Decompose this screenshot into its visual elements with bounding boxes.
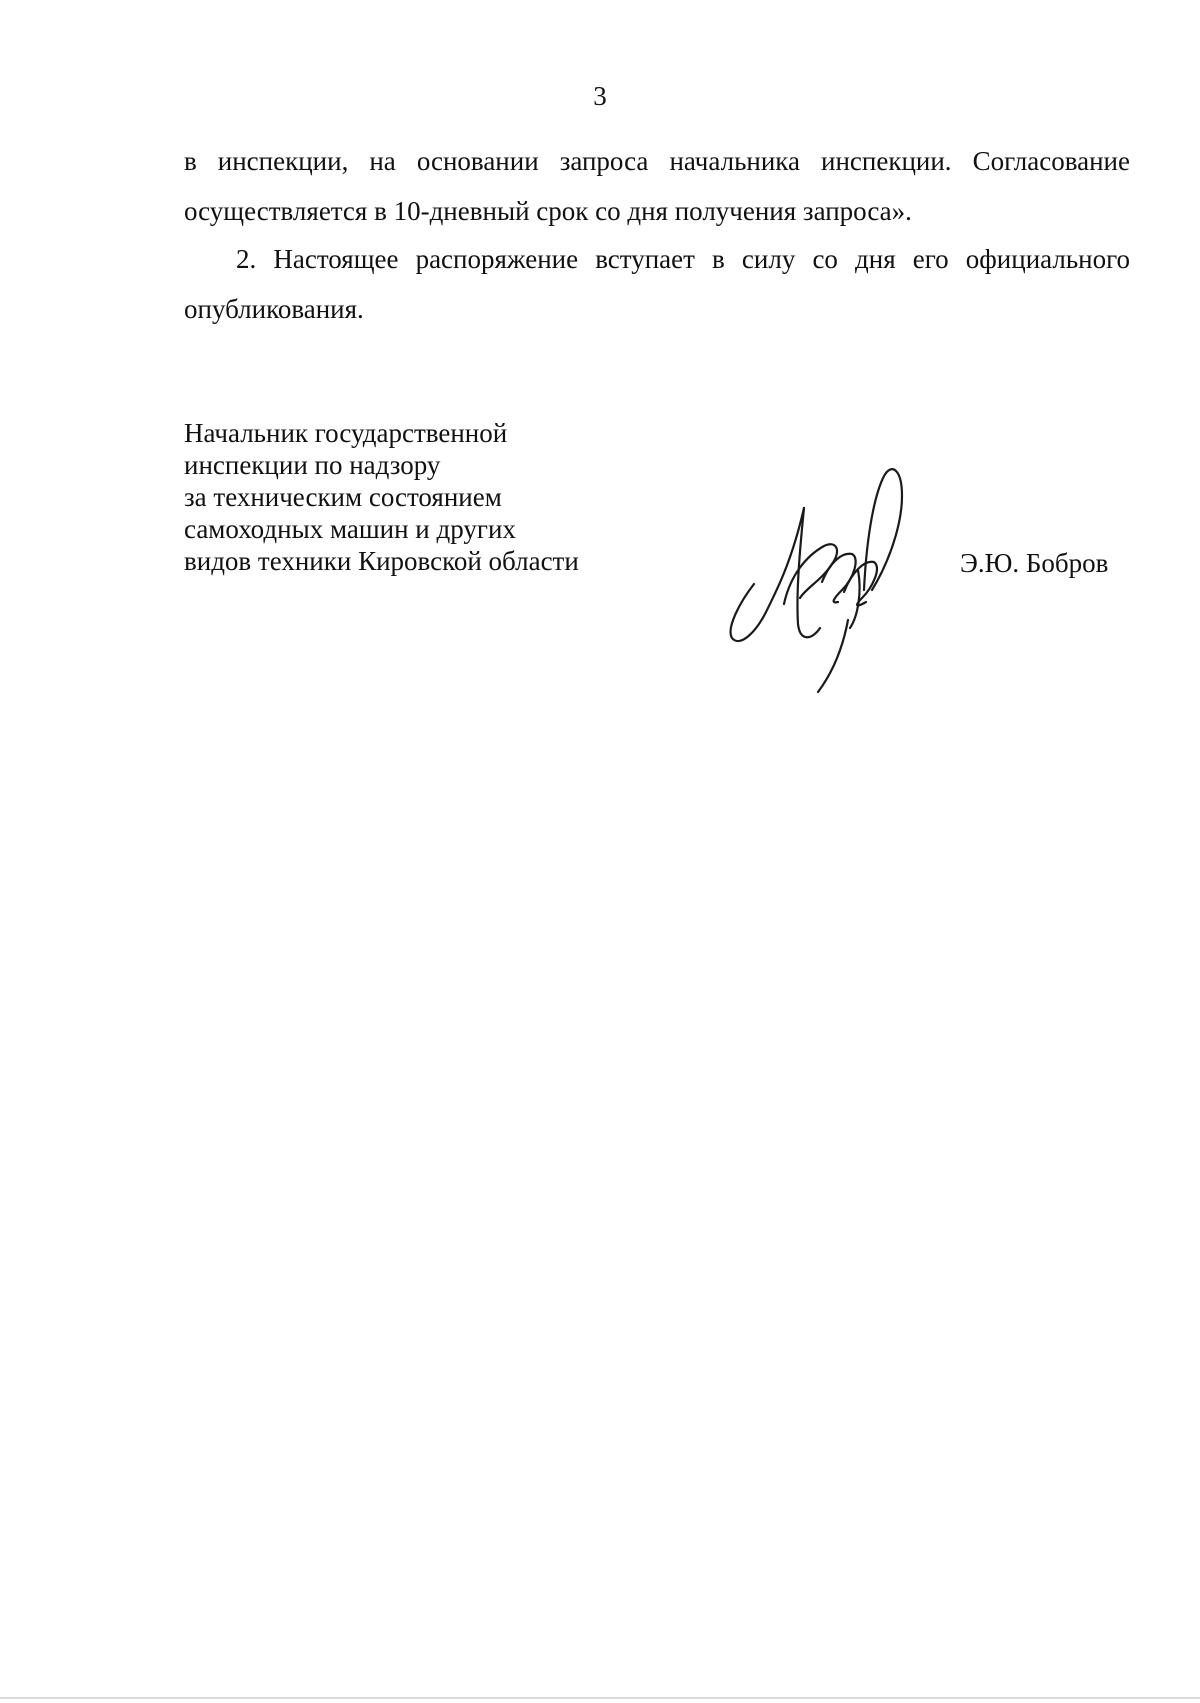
paragraph-1-line-1: в инспекции, на основании запроса начальника инспекции. Согласование [184, 146, 1130, 176]
signatory-title [184, 417, 644, 577]
signatory-title-line: Начальник государственной [184, 418, 508, 448]
paragraph-2 [184, 234, 1130, 334]
signer-name: Э.Ю. Бобров [960, 548, 1109, 578]
paragraph-2-line-2: опубликования. [184, 294, 364, 324]
handwritten-signature [726, 452, 916, 696]
scan-edge-line [0, 1697, 1200, 1699]
paragraph-1 [184, 136, 1130, 236]
signatory-title-line: инспекции по надзору [184, 450, 441, 480]
signatory-title-line: за техническим состоянием [184, 482, 502, 512]
signatory-title-line: самоходных машин и других [184, 514, 516, 544]
paragraph-2-line-1: 2. Настоящее распоряжение вступает в силу со дня его официального [236, 244, 1130, 274]
page-number: 3 [593, 81, 607, 111]
signatory-title-line: видов техники Кировской области [184, 546, 579, 576]
paragraph-1-line-2: осуществляется в 10-дневный срок со дня получения запроса». [184, 196, 912, 226]
